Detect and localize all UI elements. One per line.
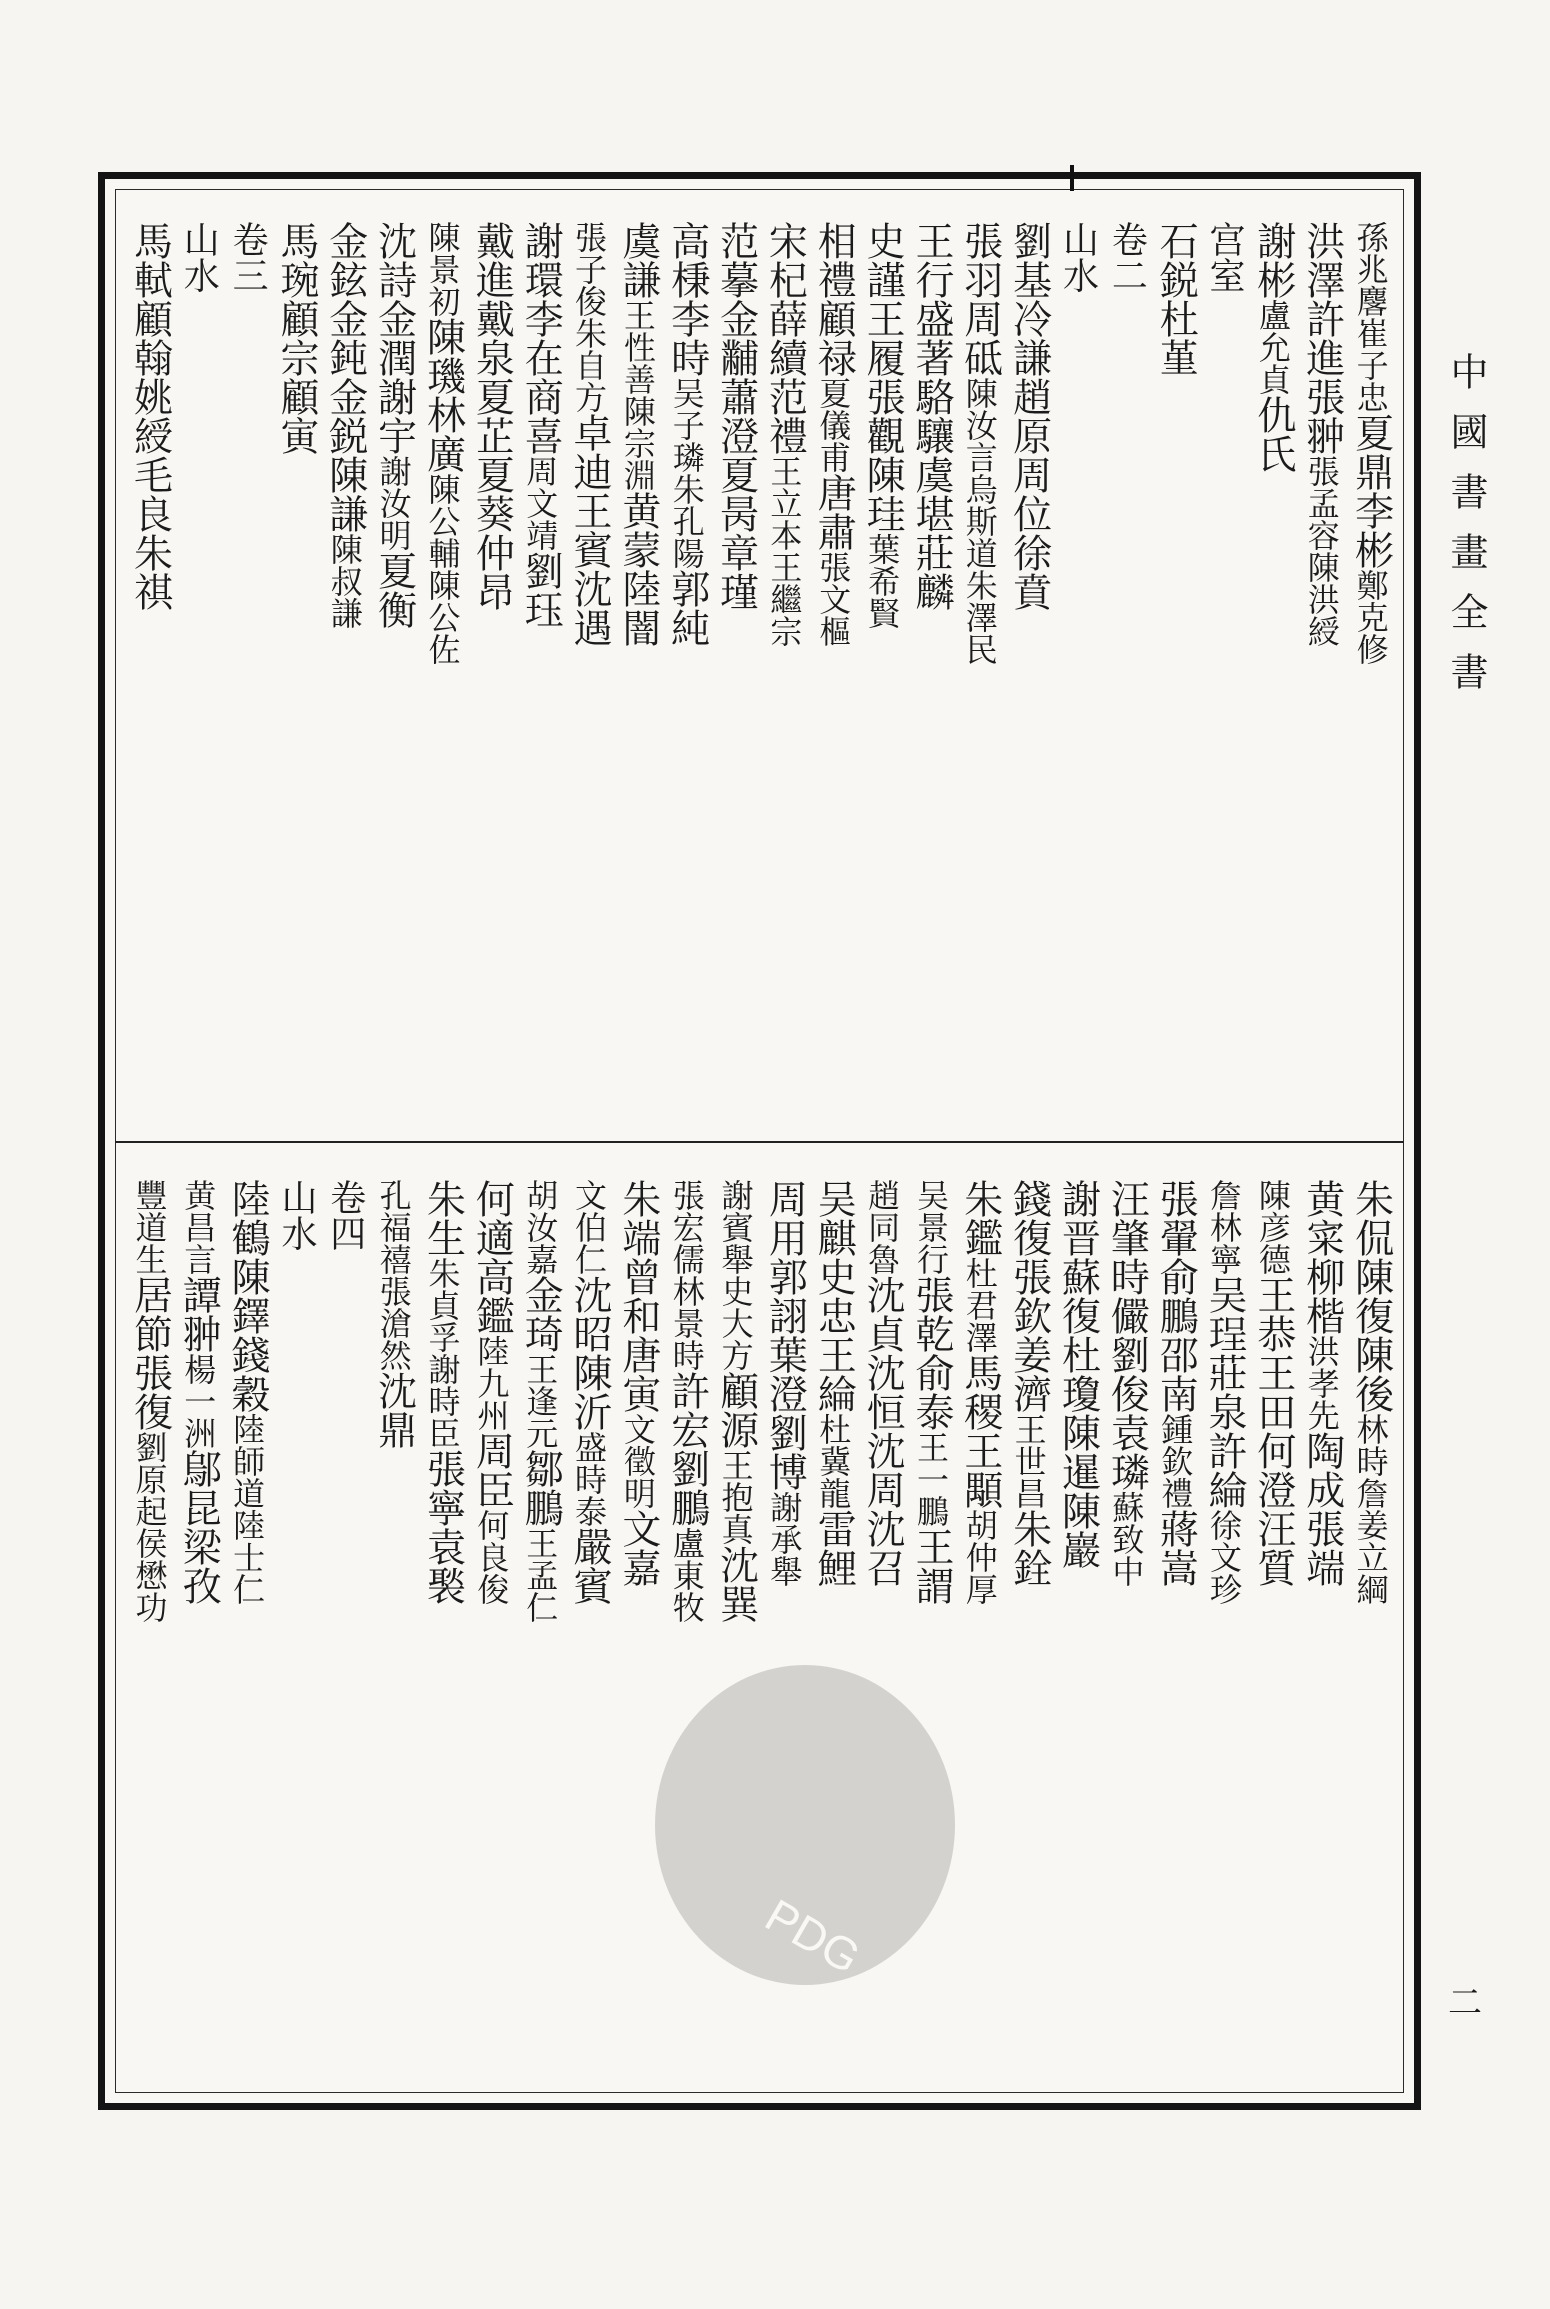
painter-name: 姚綬 [127,377,173,455]
painter-name: 陳公輔 [423,473,462,569]
painter-name: 陸師道 [228,1413,267,1509]
painter-name: 仲昂 [469,533,515,611]
painter-name: 朱澤民 [960,569,999,665]
painter-name: 陳彦德 [1253,1179,1292,1275]
painter-name: 陳復 [1348,1257,1394,1335]
painter-name: 陳汝言 [960,377,999,473]
painter-name: 金黼 [713,299,759,377]
painter-name: 吴景行 [911,1179,950,1275]
painter-name: 何良俊 [472,1509,511,1605]
painter-name: 盧允貞 [1253,299,1292,395]
heading-text: 卷二 [1106,221,1148,293]
painter-name: 張羽 [957,221,1003,299]
painter-name: 詹林寧 [1205,1179,1244,1275]
painter-name: 高鑑 [469,1257,515,1335]
painter-name: 袁褧 [420,1527,466,1605]
painter-name: 鄒鵬 [518,1449,564,1527]
painter-name: 朱貞孚 [423,1257,462,1353]
painter-name: 張寧 [420,1449,466,1527]
painter-name: 范禮 [762,377,808,455]
painter-name: 陸士仁 [228,1509,267,1605]
painter-name: 王綸 [811,1335,857,1413]
painter-name: 金鋭 [322,377,368,455]
painter-name: 金潤 [371,299,417,377]
painter-name: 盧東牧 [667,1527,706,1623]
painter-name: 周位 [1006,455,1052,533]
painter-name: 顧宗 [273,299,319,377]
painter-name: 周文靖 [521,455,560,551]
painter-name: 郭詡 [762,1257,808,1335]
painter-name: 沈召 [860,1509,906,1587]
painter-name: 林景時 [667,1275,706,1371]
painter-name: 周用 [762,1179,808,1257]
painter-name: 杜瓊 [1055,1335,1101,1413]
painter-name: 夏衡 [371,551,417,629]
painter-name: 顧翰 [127,299,173,377]
painter-name: 劉基 [1006,221,1052,299]
painter-name: 張觀 [860,377,906,455]
painter-name: 陳巖 [1055,1491,1101,1569]
painter-name: 夏昺 [713,455,759,533]
painter-name: 葉希賢 [863,533,902,629]
painter-name: 金琦 [518,1275,564,1353]
painter-name: 沈遇 [567,569,613,647]
painter-name: 陳鐸 [225,1257,271,1335]
painter-name: 沈詩 [371,221,417,299]
painter-name: 張文樞 [814,551,853,647]
painter-name: 胡仲厚 [960,1509,999,1605]
painter-name: 陸鶴 [225,1179,271,1257]
painter-name: 蘇復 [1055,1257,1101,1335]
painter-name: 高棅 [664,221,710,299]
painter-name: 王逢元 [521,1353,560,1449]
painter-name: 夏芷 [469,377,515,455]
painter-name: 張滄然 [374,1275,413,1371]
painter-name: 史忠 [811,1257,857,1335]
painter-name: 柳楷 [1299,1257,1345,1335]
painter-name: 許宏 [664,1371,710,1449]
heading-text: 山水 [275,1179,317,1251]
painter-name: 洪澤 [1299,221,1345,299]
painter-name: 謝賓舉 [716,1179,755,1275]
painter-name: 謝晋 [1055,1179,1101,1257]
painter-name: 陸九州 [472,1335,511,1431]
painter-name: 駱驤 [908,377,954,455]
painter-name: 戴泉 [469,299,515,377]
painter-name: 錢復 [1006,1179,1052,1257]
painter-name: 譚翀 [176,1275,222,1353]
top-panel [125,221,1395,1121]
painter-name: 毛良 [127,455,173,533]
painter-name: 張孟容 [1302,455,1341,551]
painter-name: 崔子忠 [1351,317,1390,413]
painter-name: 陳璣 [420,317,466,395]
painter-name: 王顒 [957,1431,1003,1509]
painter-name: 吴子璘 [667,377,706,473]
painter-name: 陳珪 [860,455,906,533]
painter-name: 張欽 [1006,1257,1052,1335]
painter-name: 陳景初 [423,221,462,317]
painter-name: 趙同魯 [863,1179,902,1275]
painter-name: 趙原 [1006,377,1052,455]
painter-name: 張乾 [908,1275,954,1353]
painter-name: 商喜 [518,377,564,455]
painter-name: 王一鵬 [911,1431,950,1527]
painter-name: 張翀 [1299,377,1345,455]
painter-name: 宋杞 [762,221,808,299]
painter-name: 時儼 [1104,1257,1150,1335]
painter-name: 沈昭 [567,1275,613,1353]
painter-name: 莊泉 [1202,1353,1248,1431]
heading-text: 山水 [1057,221,1099,293]
painter-name: 謝承舉 [765,1491,804,1587]
painter-name: 唐肅 [811,473,857,551]
painter-name: 夏儀甫 [814,377,853,473]
painter-name: 劉原起 [130,1431,169,1527]
painter-name: 李彬 [1348,491,1394,569]
painter-name: 劉博 [762,1413,808,1491]
painter-name: 梁孜 [176,1527,222,1605]
painter-name: 史大方 [716,1275,755,1371]
painter-name: 朱侃 [1348,1179,1394,1257]
painter-name: 周臣 [469,1431,515,1509]
painter-name: 石鋭 [1153,221,1199,299]
painter-name: 雷鯉 [811,1509,857,1587]
painter-name: 徐文珍 [1205,1509,1244,1605]
painter-name: 沈周 [860,1431,906,1509]
painter-name: 王恭 [1250,1275,1296,1353]
painter-name: 孫兆麐 [1351,221,1390,317]
painter-name: 戴進 [469,221,515,299]
painter-name: 蔣嵩 [1153,1509,1199,1587]
painter-name: 吴麒 [811,1179,857,1257]
painter-name: 金鉉 [322,221,368,299]
painter-name: 邵南 [1153,1335,1199,1413]
painter-name: 朱銓 [1006,1509,1052,1587]
painter-name: 俞鵬 [1153,1257,1199,1335]
painter-name: 陳洪綬 [1302,551,1341,647]
painter-name: 鄔昆 [176,1449,222,1527]
painter-name: 朱鑑 [957,1179,1003,1257]
painter-name: 夏葵 [469,455,515,533]
painter-name: 劉珏 [518,551,564,629]
painter-name: 何澄 [1250,1431,1296,1509]
painter-name: 莊麟 [908,533,954,611]
painter-name: 謝時臣 [423,1353,462,1449]
painter-name: 謝宇 [371,377,417,455]
painter-name: 林廣 [420,395,466,473]
painter-name: 陳公佐 [423,569,462,665]
painter-name: 薛續 [762,299,808,377]
painter-name: 黄蒙 [615,491,661,569]
painter-name: 袁璘 [1104,1413,1150,1491]
painter-name: 徐賁 [1006,533,1052,611]
painter-name: 沈恒 [860,1353,906,1431]
painter-name: 范摹 [713,221,759,299]
painter-name: 張子俊 [570,221,609,317]
painter-name: 黄寀 [1299,1179,1345,1257]
painter-name: 朱孔陽 [667,473,706,569]
painter-name: 虞謙 [615,221,661,299]
painter-name: 杜冀龍 [814,1413,853,1509]
painter-name: 侯懋功 [130,1527,169,1623]
painter-name: 盛時泰 [570,1431,609,1527]
painter-name: 許進 [1299,299,1345,377]
painter-name: 朱端 [615,1179,661,1257]
painter-name: 姜立綱 [1351,1509,1390,1605]
painter-name: 嚴賓 [567,1527,613,1605]
painter-name: 馬稷 [957,1353,1003,1431]
name-column [119,1179,179,1623]
painter-name: 顧源 [713,1371,759,1449]
painter-name: 杜堇 [1153,299,1199,377]
name-column [119,221,179,611]
painter-name: 俞泰 [908,1353,954,1431]
painter-name: 王履 [860,299,906,377]
heading-text: 卷三 [227,221,269,293]
painter-name: 王行 [908,221,954,299]
painter-name: 仇氏 [1250,395,1296,473]
painter-name: 劉鵬 [664,1449,710,1527]
painter-name: 夏鼎 [1348,413,1394,491]
painter-name: 楊一洲 [179,1353,218,1449]
painter-name: 卓迪 [567,413,613,491]
painter-name: 許綸 [1202,1431,1248,1509]
painter-name: 朱自方 [570,317,609,413]
painter-name: 朱祺 [127,533,173,611]
painter-name: 王繼宗 [765,551,804,647]
painter-name: 相禮 [811,221,857,299]
painter-name: 鄭克修 [1351,569,1390,665]
painter-name: 張端 [1299,1509,1345,1587]
painter-name: 文徵明 [618,1413,657,1509]
painter-name: 顧禄 [811,299,857,377]
painter-name: 蕭澄 [713,377,759,455]
painter-name: 金鈍 [322,299,368,377]
painter-name: 杜君澤 [960,1257,999,1353]
section-divider [115,1141,1404,1143]
painter-name: 沈巽 [713,1545,759,1623]
painter-name: 陸闇 [615,569,661,647]
painter-name: 張復 [127,1353,173,1431]
painter-name: 陳謙 [322,455,368,533]
painter-name: 郭純 [664,569,710,647]
painter-name: 陳後 [1348,1335,1394,1413]
painter-name: 鍾欽禮 [1156,1413,1195,1509]
painter-name: 馬琬 [273,221,319,299]
painter-name: 陳暹 [1055,1413,1101,1491]
painter-name: 朱生 [420,1179,466,1257]
painter-name: 沈鼎 [371,1371,417,1449]
painter-name: 陳叔謙 [325,533,364,629]
painter-name: 王田 [1250,1353,1296,1431]
painter-name: 張翬 [1153,1179,1199,1257]
painter-name: 蘇致中 [1107,1491,1146,1587]
painter-name: 文伯仁 [570,1179,609,1275]
painter-name: 文嘉 [615,1509,661,1587]
painter-name: 謝汝明 [374,455,413,551]
painter-name: 王立本 [765,455,804,551]
painter-name: 謝彬 [1250,221,1296,299]
painter-name: 曾和 [615,1257,661,1335]
painter-name: 虞堪 [908,455,954,533]
painter-name: 唐寅 [615,1335,661,1413]
painter-name: 盛著 [908,299,954,377]
painter-name: 王謂 [908,1527,954,1605]
painter-name: 烏斯道 [960,473,999,569]
painter-name: 王抱真 [716,1449,755,1545]
painter-name: 汪質 [1250,1509,1296,1587]
painter-name: 胡汝嘉 [521,1179,560,1275]
painter-name: 章瑾 [713,533,759,611]
painter-name: 李時 [664,299,710,377]
painter-name: 李在 [518,299,564,377]
painter-name: 陳沂 [567,1353,613,1431]
painter-name: 何適 [469,1179,515,1257]
heading-text: 山水 [178,221,220,293]
painter-name: 王性善 [618,299,657,395]
book-title: 中國書畫全書 [1444,352,1488,712]
page-number: 二 [1448,1983,1482,2023]
painter-name: 陶成 [1299,1431,1345,1509]
painter-name: 居節 [127,1275,173,1353]
painter-name: 史謹 [860,221,906,299]
painter-name: 陳宗淵 [618,395,657,491]
watermark-seal [640,1650,970,2010]
heading-text: 宫室 [1204,221,1246,293]
painter-name: 顧寅 [273,377,319,455]
painter-name: 孔福禧 [374,1179,413,1275]
frame-tick-mark [1070,165,1074,191]
painter-name: 錢穀 [225,1335,271,1413]
painter-name: 王世昌 [1009,1413,1048,1509]
painter-name: 劉俊 [1104,1335,1150,1413]
seal-label: PDG [756,1888,870,1984]
painter-name: 洪孝先 [1302,1335,1341,1431]
painter-name: 豐道生 [130,1179,169,1275]
painter-name: 冷謙 [1006,299,1052,377]
painter-name: 馬軾 [127,221,173,299]
painter-name: 姜濟 [1006,1335,1052,1413]
painter-name: 葉澄 [762,1335,808,1413]
painter-name: 王賓 [567,491,613,569]
painter-name: 黄昌言 [179,1179,218,1275]
painter-name: 張宏儒 [667,1179,706,1275]
painter-name: 謝環 [518,221,564,299]
heading-text: 卷四 [324,1179,366,1251]
painter-name: 吴珵 [1202,1275,1248,1353]
painter-name: 林時詹 [1351,1413,1390,1509]
painter-name: 王孟仁 [521,1527,560,1623]
painter-name: 汪肇 [1104,1179,1150,1257]
painter-name: 沈貞 [860,1275,906,1353]
painter-name: 周砥 [957,299,1003,377]
